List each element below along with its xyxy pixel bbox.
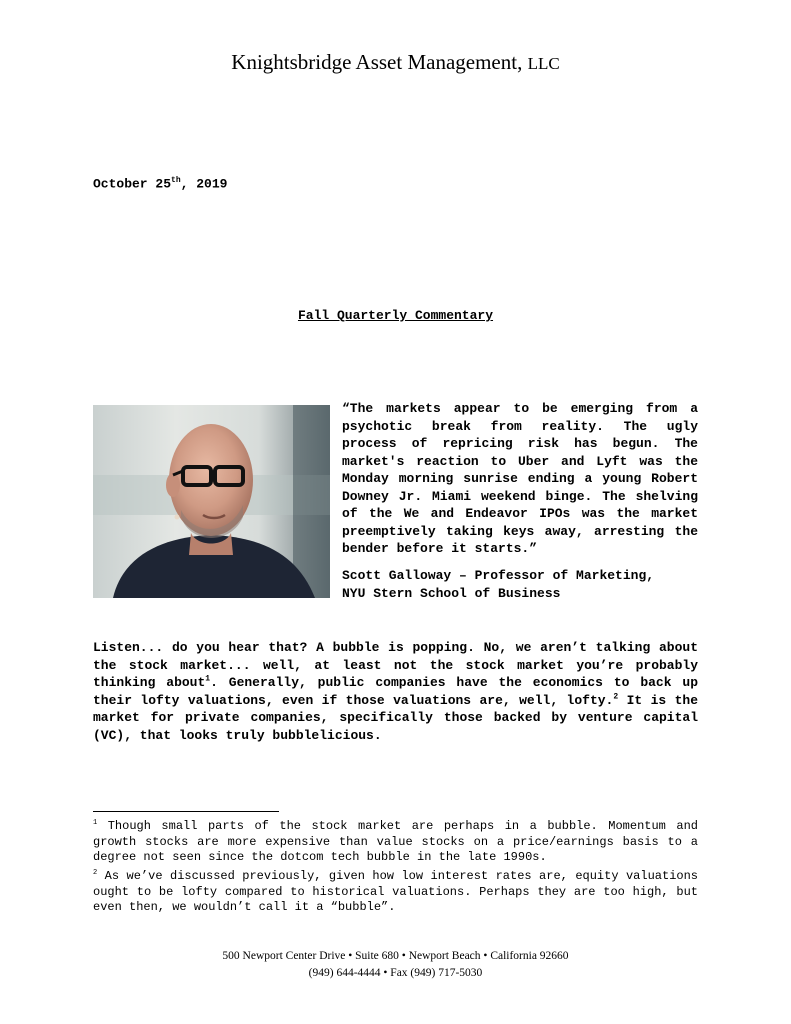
body-text-part3: It is the market for private companies, specifically those backed by venture capital (VC), that looks truly bubblelicious. xyxy=(93,692,699,743)
footnote-text: Though small parts of the stock market are perhaps in a bubble. Momentum and growth stocks are more expensive than value stocks on a price/earnings basis to a degree not seen since the dotcom tech bubble in the late 1990s. xyxy=(93,819,698,864)
footer-address: 500 Newport Center Drive • Suite 680 • Newport Beach • California 92660 xyxy=(222,950,569,962)
footnote-2 xyxy=(93,869,698,916)
footnote-number: 2 xyxy=(93,869,98,877)
footnote-ref-1: 1 xyxy=(205,674,211,684)
speaker-photo xyxy=(93,405,330,598)
date-month-day: October 25 xyxy=(93,176,172,192)
attribution-institution: NYU Stern School of Business xyxy=(342,585,561,601)
company-name: Knightsbridge Asset Management, xyxy=(231,50,523,74)
footnote-ref-2: 2 xyxy=(613,692,619,702)
footnote-text: As we’ve discussed previously, given how low interest rates are, equity valuations ought to be lofty compared to historical valuations. Perhaps they are too high, but even then, we wouldn’t call it a “bubble”. xyxy=(93,869,698,914)
body-text-part1: Listen... do you hear that? A bubble is popping. No, we aren’t talking about the stock market... well, at least not the stock market you’re probably thinking about xyxy=(93,640,698,690)
letter-date xyxy=(93,176,227,191)
footnote-1 xyxy=(93,819,698,866)
letterhead xyxy=(0,50,791,75)
attribution-name-title: Scott Galloway – Professor of Marketing, xyxy=(342,568,655,583)
pull-quote: “The markets appear to be emerging from a psychotic break from reality. The ugly process of repricing risk has begun. The market's reaction to Uber and Lyft was the Monday morning sunrise ending a young Robert Downey Jr. Miami weekend binge. The shelving of the We and Endeavor IPOs was the market preemptively taking keys away, arresting the bender before it starts.” xyxy=(342,401,698,556)
body-text-part2: . Generally, public companies have the economics to back up their lofty valuations, even if those valuations are, well, lofty. xyxy=(93,675,699,708)
body-paragraph xyxy=(93,639,698,744)
footer-contact: (949) 644-4444 • Fax (949) 717-5030 xyxy=(308,967,483,979)
quote-attribution xyxy=(342,567,702,602)
footnote-divider xyxy=(93,811,279,812)
company-suffix: LLC xyxy=(527,54,560,73)
date-ordinal: th xyxy=(171,176,181,185)
section-title: Fall Quarterly Commentary xyxy=(297,308,494,323)
footnote-number: 1 xyxy=(93,819,98,827)
page-footer xyxy=(0,948,791,982)
speaker-photo-image xyxy=(93,405,330,598)
date-year: , 2019 xyxy=(180,176,228,192)
